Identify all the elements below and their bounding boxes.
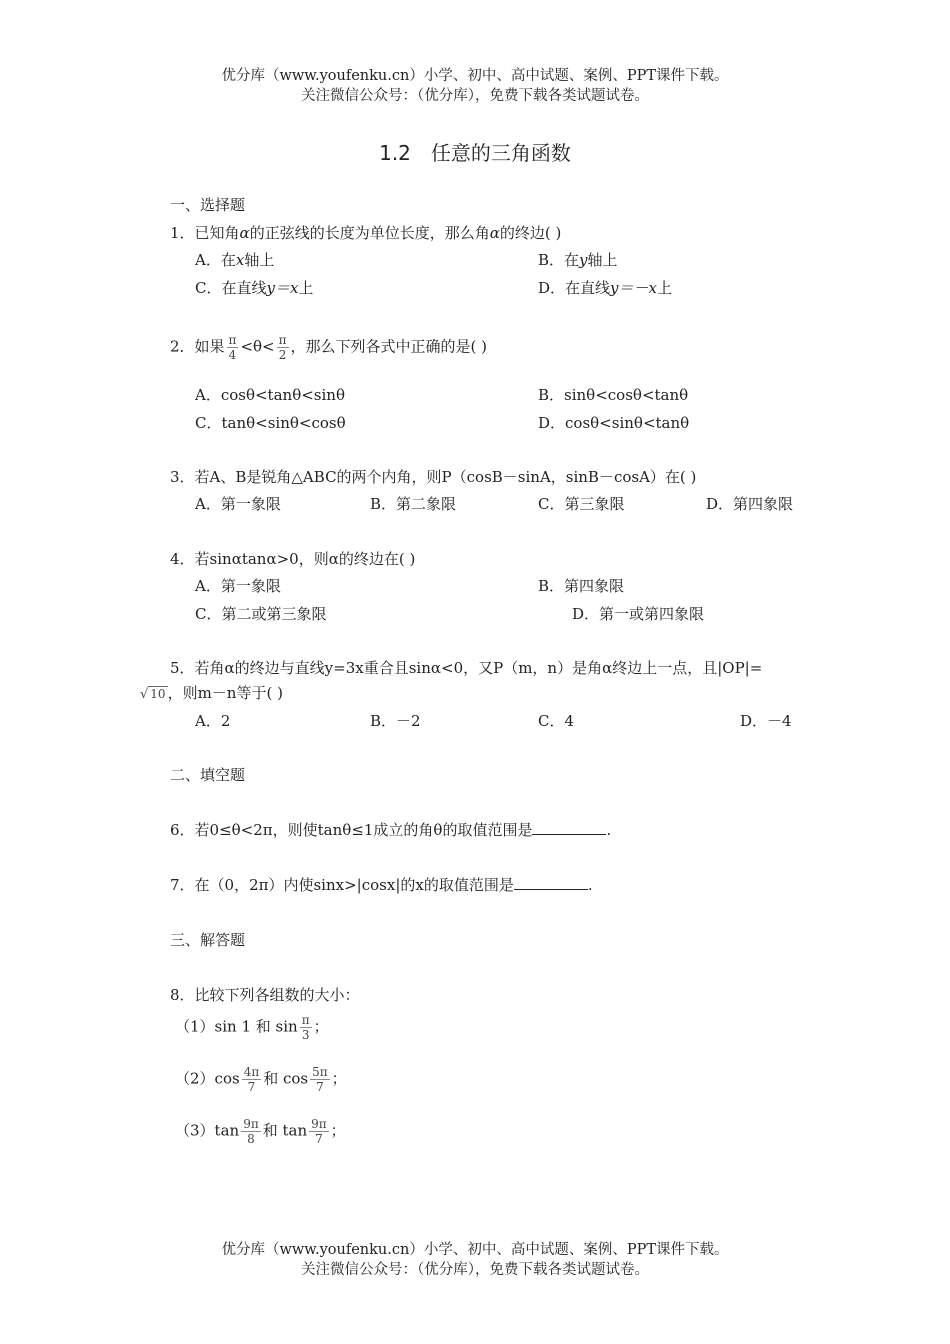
question-8: 8．比较下列各组数的大小： [170,986,360,1004]
q5-option-b: B．－2 [370,712,421,730]
fraction-pi-over-3: $\frac{\pi}{3}$ [301,1013,310,1042]
q3-option-d: D．第四象限 [706,495,794,513]
page-title: 1.2 任意的三角函数 [379,141,571,165]
q3-option-c: C．第三象限 [538,495,625,513]
header-line-1: 优分库（www.youfenku.cn）小学、初中、高中试题、案例、PPT课件下载。 [221,68,729,84]
q1-option-a: A．在x轴上 [195,251,275,269]
question-1: 1．已知角α的正弦线的长度为单位长度，那么角α的终边( ) [170,224,562,242]
q2-option-d: D．cosθ<sinθ<tanθ [538,414,690,432]
footer-line-2: 关注微信公众号：（优分库），免费下载各类试题试卷。 [301,1262,649,1278]
header-line-2: 关注微信公众号：（优分库），免费下载各类试题试卷。 [301,88,649,104]
question-4: 4．若sinαtanα>0，则α的终边在( ) [170,550,416,568]
q4-option-c: C．第二或第三象限 [195,605,327,623]
q4-option-a: A．第一象限 [195,577,281,595]
fraction-9pi-over-7: $\frac{9\pi}{7}$ [311,1117,327,1146]
question-7: 7．在（0，2π）内使sinx>|cosx|的x的取值范围是 . [170,876,593,894]
question-5-line-1: 5．若角α的终边与直线y=3x重合且sinα<0，又P（m，n）是角α终边上一点，且|OP|= [170,659,763,677]
q5-option-c: C．4 [538,712,575,730]
question-5-line-2: √ 10 ，则m－n等于( ) [140,684,283,702]
q8-part-3: （3）tan $\frac{9\pi}{8}$ 和 tan $\frac{9\pi}{7}$ ； [175,1117,346,1146]
section-choice: 一、选择题 [170,196,246,214]
fraction-9pi-over-8: $\frac{9\pi}{8}$ [243,1117,259,1146]
q2-option-c: C．tanθ<sinθ<cosθ [195,414,346,432]
footer-line-1: 优分库（www.youfenku.cn）小学、初中、高中试题、案例、PPT课件下载。 [221,1242,729,1258]
answer-blank [514,875,588,890]
question-3: 3．若A、B是锐角△ABC的两个内角，则P（cosB－sinA，sinB－cosA）在( ) [170,468,697,486]
fraction-4pi-over-7: $\frac{4\pi}{7}$ [243,1065,260,1094]
q1-option-b: B．在y轴上 [538,251,618,269]
fraction-pi-over-4: $\frac{\pi}{4}$ [228,333,237,362]
q2-option-b: B．sinθ<cosθ<tanθ [538,386,689,404]
q2-option-a: A．cosθ<tanθ<sinθ [195,386,345,404]
q5-option-d: D．－4 [740,712,792,730]
q4-option-b: B．第四象限 [538,577,625,595]
q3-option-a: A．第一象限 [195,495,281,513]
q8-part-1: （1）sin 1 和 sin $\frac{\pi}{3}$ ； [175,1013,329,1042]
q3-option-b: B．第二象限 [370,495,457,513]
q1-option-d: D．在直线y＝－x上 [538,279,672,297]
fraction-pi-over-2: $\frac{\pi}{2}$ [278,333,287,362]
sqrt-ten: √ 10 [140,687,166,702]
question-6: 6．若0≤θ<2π，则使tanθ≤1成立的角θ的取值范围是 . [170,821,612,839]
q4-option-d: D．第一或第四象限 [572,605,705,623]
answer-blank [532,820,606,835]
fraction-5pi-over-7: $\frac{5\pi}{7}$ [312,1065,328,1094]
q1-option-c: C．在直线y＝x上 [195,279,314,297]
q8-part-2: （2）cos $\frac{4\pi}{7}$ 和 cos $\frac{5\pi}{7}$ ； [175,1065,347,1094]
section-fill: 二、填空题 [170,766,246,784]
question-2: 2．如果 $\frac{\pi}{4}$ <θ< $\frac{\pi}{2}$ ，那么下列各式中正确的是( ) [170,333,487,362]
section-answer: 三、解答题 [170,931,246,949]
q5-option-a: A．2 [195,712,231,730]
